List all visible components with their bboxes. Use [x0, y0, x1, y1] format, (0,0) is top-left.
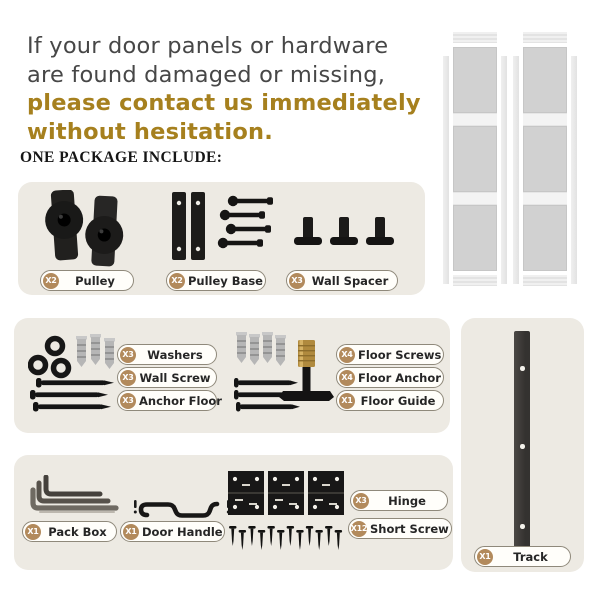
- track-bar-icon: [514, 331, 530, 552]
- item-label: Floor Screws: [358, 347, 442, 362]
- label-pill-hinge: [350, 490, 448, 511]
- item-label: Washers: [147, 347, 203, 362]
- door-handle-icon: [130, 491, 234, 523]
- quantity-badge: X1: [477, 549, 493, 565]
- item-label: Floor Anchor: [358, 370, 441, 385]
- door-panel-image: [443, 32, 507, 292]
- door-body: [453, 32, 497, 292]
- track-hole: [520, 366, 525, 371]
- quantity-badge: X4: [339, 370, 355, 386]
- panel-accessories: [14, 455, 453, 570]
- quantity-badge: X1: [25, 524, 41, 540]
- item-label: Door Handle: [142, 524, 223, 539]
- hinge-icon: [228, 471, 346, 555]
- label-pill-track: [474, 546, 571, 567]
- item-label: Pulley: [75, 273, 115, 288]
- door-edge-strip: [571, 56, 577, 284]
- label-pill-pack-box: [22, 521, 117, 542]
- damage-notice: [27, 32, 421, 146]
- quantity-badge: X2: [43, 273, 59, 289]
- quantity-badge: X4: [339, 347, 355, 363]
- label-pill-floor-anchor: [336, 367, 444, 388]
- item-label: Pulley Base: [188, 273, 263, 288]
- quantity-badge: X12: [351, 521, 367, 537]
- label-pill-washers: [117, 344, 217, 365]
- notice-line: If your door panels or hardware: [27, 33, 389, 59]
- washers-icon: [28, 334, 120, 416]
- label-pill-door-handle: [120, 521, 225, 542]
- notice-line: are found damaged or missing,: [27, 61, 386, 88]
- panel-floor-hardware: [14, 318, 450, 433]
- label-pill-wall-screw: [117, 367, 217, 388]
- label-pill-short-screw: [348, 518, 452, 539]
- item-label: Short Screw: [370, 521, 449, 536]
- quantity-badge: X3: [120, 393, 136, 409]
- label-pill-wall-spacer: [286, 270, 398, 291]
- track-hole: [520, 444, 525, 449]
- item-label: Anchor Floor: [139, 393, 222, 408]
- quantity-badge: X3: [353, 493, 369, 509]
- label-pill-anchor-floor: [117, 390, 222, 411]
- notice-line-highlight: without hesitation.: [27, 118, 273, 145]
- quantity-badge: X3: [120, 347, 136, 363]
- pulley-icon: [34, 190, 146, 268]
- panel-track: [461, 318, 584, 572]
- door-edge-strip: [443, 56, 449, 284]
- item-label: Hinge: [388, 493, 426, 508]
- label-pill-pulley-base: [166, 270, 266, 291]
- quantity-badge: X1: [339, 393, 355, 409]
- door-panel-image: [513, 32, 577, 292]
- floor-guide-icon: [234, 332, 338, 418]
- wall-spacer-icon: [292, 214, 396, 252]
- label-pill-floor-screws: [336, 344, 444, 365]
- quantity-badge: X3: [120, 370, 136, 386]
- quantity-badge: X3: [289, 273, 305, 289]
- quantity-badge: X2: [169, 273, 185, 289]
- item-label: Floor Guide: [360, 393, 436, 408]
- item-label: Track: [513, 549, 548, 564]
- door-edge-strip: [501, 56, 507, 284]
- pulley-base-icon: [166, 190, 284, 264]
- door-edge-strip: [513, 56, 519, 284]
- allen-keys-icon: [30, 475, 120, 519]
- panel-hanger-hardware: [18, 182, 425, 295]
- package-title: ONE PACKAGE INCLUDE:: [20, 149, 223, 166]
- item-label: Pack Box: [48, 524, 107, 539]
- quantity-badge: X1: [123, 524, 139, 540]
- door-body: [523, 32, 567, 292]
- track-hole: [520, 524, 525, 529]
- item-label: Wall Screw: [139, 370, 211, 385]
- label-pill-pulley: [40, 270, 134, 291]
- item-label: Wall Spacer: [311, 273, 389, 288]
- notice-line-highlight: please contact us immediately: [27, 90, 421, 116]
- label-pill-floor-guide: [336, 390, 444, 411]
